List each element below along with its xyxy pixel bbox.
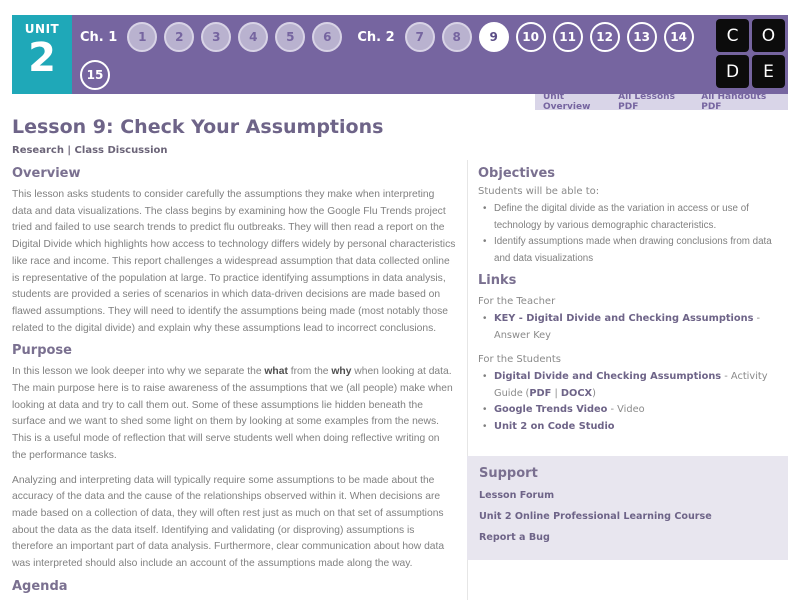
activity-guide-desc: - Activity Guide	[494, 371, 768, 399]
activity-guide-docx-link[interactable]: DOCX	[560, 387, 593, 399]
paren-open: (	[525, 387, 530, 399]
lesson-forum-link[interactable]: Lesson Forum	[479, 490, 555, 501]
activity-guide-pdf-link[interactable]: PDF	[529, 387, 552, 399]
paren-close: )	[592, 387, 596, 399]
lesson-navigator	[78, 22, 714, 98]
lesson-5-button[interactable]: 5	[275, 22, 305, 52]
links-heading: Links	[478, 273, 517, 288]
purpose-bold-what: what	[264, 366, 288, 378]
unit-header	[12, 15, 788, 94]
all-lessons-pdf-link[interactable]: All Lessons PDF	[618, 92, 675, 112]
chapter-2-label: Ch. 2	[357, 29, 395, 45]
lesson-9-button[interactable]: 9	[479, 22, 509, 52]
unit-badge[interactable]	[12, 15, 72, 94]
lesson-8-button[interactable]: 8	[442, 22, 472, 52]
purpose-text-a: In this lesson we look deeper into why we separate the	[12, 366, 265, 378]
main-content	[12, 166, 456, 600]
objective-item: • Define the digital divide as the variation in access or use of technology by various demographic characteristics.	[478, 201, 788, 234]
lesson-type: Research | Class Discussion	[12, 145, 168, 156]
lesson-2-button[interactable]: 2	[164, 22, 194, 52]
student-links-list	[478, 369, 788, 435]
lesson-14-button[interactable]: 14	[664, 22, 694, 52]
purpose-bold-why: why	[331, 366, 352, 378]
video-desc: - Video	[607, 404, 645, 415]
page-title: Lesson 9: Check Your Assumptions	[12, 116, 384, 138]
lesson-13-button[interactable]: 13	[627, 22, 657, 52]
support-box	[467, 456, 788, 560]
purpose-heading: Purpose	[12, 343, 72, 359]
professional-learning-link[interactable]: Unit 2 Online Professional Learning Course	[479, 511, 712, 522]
lesson-3-button[interactable]: 3	[201, 22, 231, 52]
for-students-label: For the Students	[478, 354, 561, 365]
student-link-item	[478, 402, 788, 419]
objectives-list	[478, 201, 788, 267]
student-link-item	[478, 369, 788, 402]
purpose-text-c: when looking at data. The main purpose here is to raise awareness of the assumptions that we (all people) make when looking at data and try to call them out. Some of these assumptions lie hidden beneath the surface and we want to shed some light on them by looking at some examples from the news. This is a useful mode of reflection that will serve students well when doing reflective writing on the performance tasks.	[12, 366, 453, 461]
logo-tile-e: E	[752, 55, 785, 88]
logo-tile-d: D	[716, 55, 749, 88]
logo-tile-c: C	[716, 19, 749, 52]
purpose-paragraph-1	[12, 364, 456, 464]
for-teacher-label: For the Teacher	[478, 296, 556, 307]
unit-number: 2	[28, 35, 56, 81]
code-org-logo[interactable]	[716, 19, 786, 89]
overview-text: This lesson asks students to consider carefully the assumptions they make when interpreting data and data visualizations. The class begins by examining how the Google Flu Trends project tried and failed to use search trends to predict flu outbreaks. They will then read a report on the Digital Divide which highlights how access to technology differs widely by personal characteristics like race and income. This report challenges a widespread assumption that data collected online is representative of the population at large. To practice identifying assumptions in data analysis, students are provided a series of scenarios in which data-driven decisions are made based on flawed assumptions. They will need to identify the assumptions being made (most notably those related to the digital divide) and explain why these assumptions lead to incorrect conclusions.	[12, 189, 456, 334]
objectives-intro: Students will be able to:	[478, 186, 600, 197]
report-bug-link[interactable]: Report a Bug	[479, 532, 550, 543]
all-handouts-pdf-link[interactable]: All Handouts PDF	[701, 92, 767, 112]
sidebar	[478, 166, 788, 441]
lesson-1-button[interactable]: 1	[127, 22, 157, 52]
chapter-1-label: Ch. 1	[80, 29, 118, 45]
lesson-12-button[interactable]: 12	[590, 22, 620, 52]
teacher-link-item	[478, 311, 788, 344]
agenda-heading: Agenda	[12, 578, 68, 594]
unit-overview-link[interactable]: Unit Overview	[543, 92, 591, 112]
lesson-7-button[interactable]: 7	[405, 22, 435, 52]
lesson-11-button[interactable]: 11	[553, 22, 583, 52]
unit-resource-links	[535, 94, 788, 110]
lesson-15-button[interactable]: 15	[80, 60, 110, 90]
lesson-nav-row-1	[78, 22, 714, 52]
teacher-links-list	[478, 311, 788, 344]
lesson-6-button[interactable]: 6	[312, 22, 342, 52]
google-trends-video-link[interactable]: Google Trends Video	[494, 404, 608, 415]
support-heading: Support	[479, 466, 538, 481]
student-link-item	[478, 419, 788, 436]
activity-guide-link[interactable]: Digital Divide and Checking Assumptions	[494, 371, 722, 382]
lesson-10-button[interactable]: 10	[516, 22, 546, 52]
unit-label: UNIT	[24, 22, 60, 36]
objectives-heading: Objectives	[478, 166, 556, 181]
overview-heading: Overview	[12, 166, 81, 181]
purpose-text-b: from the	[287, 366, 332, 378]
purpose-paragraph-2: Analyzing and interpreting data will typically require some assumptions to be made about the accuracy of the data and the cause of the relationships observed within it. When decisions are made based on a collection of data, they will often rest just as much on that set of assumptions about the data as the data itself. Identifying and validating (or disproving) assumptions is therefore an important part of data analysis. Furthermore, clear communication about how data was interpreted should also include an account of the assumptions made along the way.	[12, 474, 445, 570]
format-separator: |	[551, 387, 561, 399]
logo-tile-o: O	[752, 19, 785, 52]
answer-key-link[interactable]: KEY - Digital Divide and Checking Assumptions	[494, 313, 754, 324]
objective-item: • Identify assumptions made when drawing conclusions from data and data visualizations	[478, 234, 788, 267]
code-studio-link[interactable]: Unit 2 on Code Studio	[494, 420, 615, 432]
lesson-4-button[interactable]: 4	[238, 22, 268, 52]
answer-key-desc: - Answer Key	[494, 313, 761, 341]
lesson-nav-row-2	[78, 60, 714, 90]
